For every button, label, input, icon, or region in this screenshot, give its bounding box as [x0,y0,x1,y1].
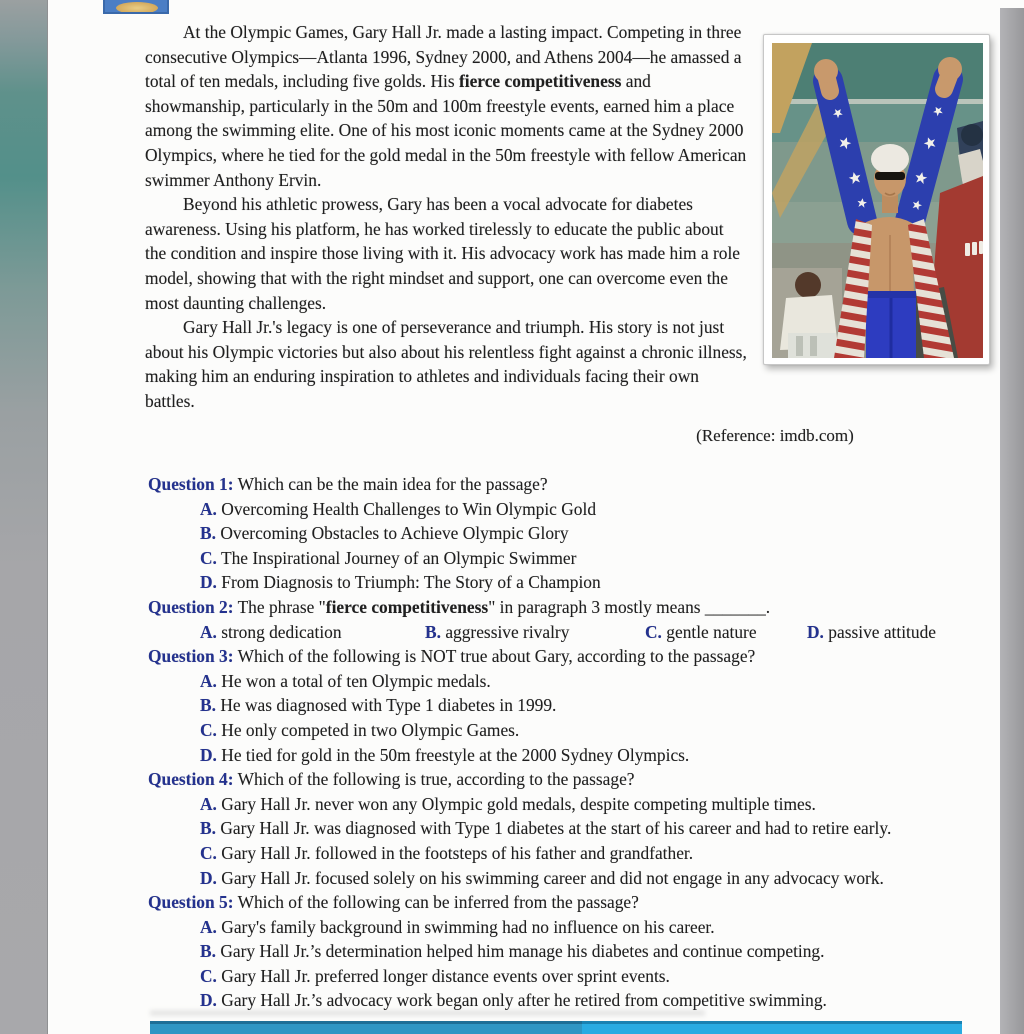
question-3-option-c [148,718,953,743]
gary-hall-photo [772,43,983,358]
option-text: He won a total of ten Olympic medals. [221,670,491,691]
option-letter: A. [200,621,217,642]
question-3-line [148,644,953,669]
footer-bar-left-segment [150,1021,582,1034]
question-2-option-b [425,620,645,645]
option-text: He was diagnosed with Type 1 diabetes in 1999. [220,695,557,716]
question-5-text: Which of the following can be inferred from the passage? [237,892,639,913]
option-text: From Diagnosis to Triumph: The Story of a Champion [221,572,601,593]
logo-fragment [103,0,169,14]
question-4-line [148,767,953,792]
logo-emblem-icon [116,2,158,14]
option-text: Gary Hall Jr. never won any Olympic gold medals, despite competing multiple times. [221,793,816,814]
option-text: gentle nature [666,621,757,642]
option-letter: B. [200,695,216,716]
reference-citation: (Reference: imdb.com) [696,426,854,445]
question-1-label: Question 1: [148,474,234,494]
option-letter: B. [200,818,216,839]
option-letter: B. [200,523,216,544]
question-1-option-a [148,497,953,522]
question-3-option-a [148,669,953,694]
option-letter: A. [200,916,217,937]
option-text: He only competed in two Olympic Games. [221,719,520,740]
question-2-options-row [148,620,953,645]
paragraph-1-bold-phrase: fierce competitiveness [458,71,622,92]
question-3-label: Question 3: [148,646,234,667]
option-letter: D. [200,990,217,1011]
option-text: aggressive rivalry [445,621,570,642]
question-4-option-d [148,866,953,891]
question-2 [148,595,953,644]
option-text: strong dedication [221,621,342,642]
option-text: Gary's family background in swimming had no influence on his career. [221,916,715,937]
question-3 [148,644,953,767]
question-2-label: Question 2: [148,596,234,617]
passage-paragraph-3: Gary Hall Jr.'s legacy is one of perseverance and triumph. His story is not just about his Olympic victories but also about his relentless fight against a chronic illness, making him an enduring inspiration to athletes and individuals facing their own battles. [145,317,747,411]
question-3-text: Which of the following is NOT true about Gary, according to the passage? [237,646,756,667]
question-4-option-a [148,792,953,817]
question-1-option-d [148,570,953,595]
option-text: passive attitude [828,621,936,642]
passage-text [145,20,990,414]
option-letter: D. [200,572,217,593]
question-5-option-b [148,939,953,964]
option-letter: D. [807,621,824,642]
option-letter: D. [200,867,217,888]
question-3-option-d [148,743,953,768]
option-letter: C. [200,547,217,568]
option-text: Overcoming Obstacles to Achieve Olympic Glory [220,523,569,544]
question-4-text: Which of the following is true, according to the passage? [237,769,635,790]
option-text: The Inspirational Journey of an Olympic Swimmer [220,547,577,568]
footer-accent-bar [150,1021,962,1034]
question-4-label: Question 4: [148,769,234,790]
option-text: Overcoming Health Challenges to Win Olympic Gold [221,498,597,519]
option-letter: B. [425,621,441,642]
footer-bar-right-segment [582,1021,962,1034]
question-4-option-b [148,816,953,841]
question-4-option-c [148,841,953,866]
option-letter: C. [200,965,217,986]
question-2-option-d [807,620,936,645]
question-1-line [148,472,953,497]
question-2-option-a [200,620,425,645]
question-2-line [148,595,953,620]
option-letter: A. [200,670,217,691]
question-3-option-b [148,693,953,718]
question-5-option-c [148,964,953,989]
left-margin-strip [0,0,48,1034]
passage-paragraph-2: Beyond his athletic prowess, Gary has been a vocal advocate for diabetes awareness. Using his platform, he has worked tirelessly to educate the public about the condition and inspire those living with it. His advocacy work has made him a role model, showing that with the right mindset and support, one can overcome even the most daunting challenges. [145,194,741,313]
question-1 [148,472,953,595]
questions-section [148,472,953,1013]
question-5-line [148,890,953,915]
question-5-label: Question 5: [148,892,234,913]
gary-hall-photo-frame [763,34,990,365]
question-2-bold-phrase: fierce competitiveness [325,596,489,617]
option-text: He tied for gold in the 50m freestyle at the 2000 Sydney Olympics. [221,744,690,765]
option-text: Gary Hall Jr.’s advocacy work began only after he retired from competitive swimming. [221,990,827,1011]
question-5 [148,890,953,1013]
question-4 [148,767,953,890]
option-letter: D. [200,744,217,765]
question-2-text-before: The phrase " [237,596,326,617]
option-letter: A. [200,793,217,814]
option-letter: C. [200,842,217,863]
option-text: Gary Hall Jr. focused solely on his swimming career and did not engage in any advocacy work. [221,867,884,888]
paragraph-1-text-before: At the Olympic Games, Gary Hall Jr. made a lasting impact. Competing in three consecutive Olympics—Atlanta 1996, Sydney 2000, and Athens 2004—he amassed a total of ten medals, including five golds. His [145,22,742,92]
option-letter: C. [200,719,217,740]
question-1-option-b [148,521,953,546]
right-edge-strip [1000,8,1024,1034]
question-1-text: Which can be the main idea for the passage? [237,474,548,494]
option-text: Gary Hall Jr. followed in the footsteps of his father and grandfather. [221,842,694,863]
option-text: Gary Hall Jr.’s determination helped him manage his diabetes and continue competing. [220,941,825,962]
option-text: Gary Hall Jr. preferred longer distance events over sprint events. [221,965,670,986]
question-2-text-after: " in paragraph 3 mostly means _______. [488,596,771,617]
footer-shadow [150,1010,705,1016]
option-letter: B. [200,941,216,962]
option-letter: A. [200,498,217,519]
question-1-option-c [148,546,953,571]
question-2-option-c [645,620,807,645]
option-text: Gary Hall Jr. was diagnosed with Type 1 diabetes at the start of his career and had to retire early. [220,818,892,839]
option-letter: C. [645,621,662,642]
paragraph-1-text-after: and showmanship, particularly in the 50m and 100m freestyle events, earned him a place among the swimming elite. One of his most iconic moments came at the Sydney 2000 Olympics, where he tied for the gold medal in the 50m freestyle with fellow American swimmer Anthony Ervin. [145,71,747,190]
question-5-option-a [148,915,953,940]
